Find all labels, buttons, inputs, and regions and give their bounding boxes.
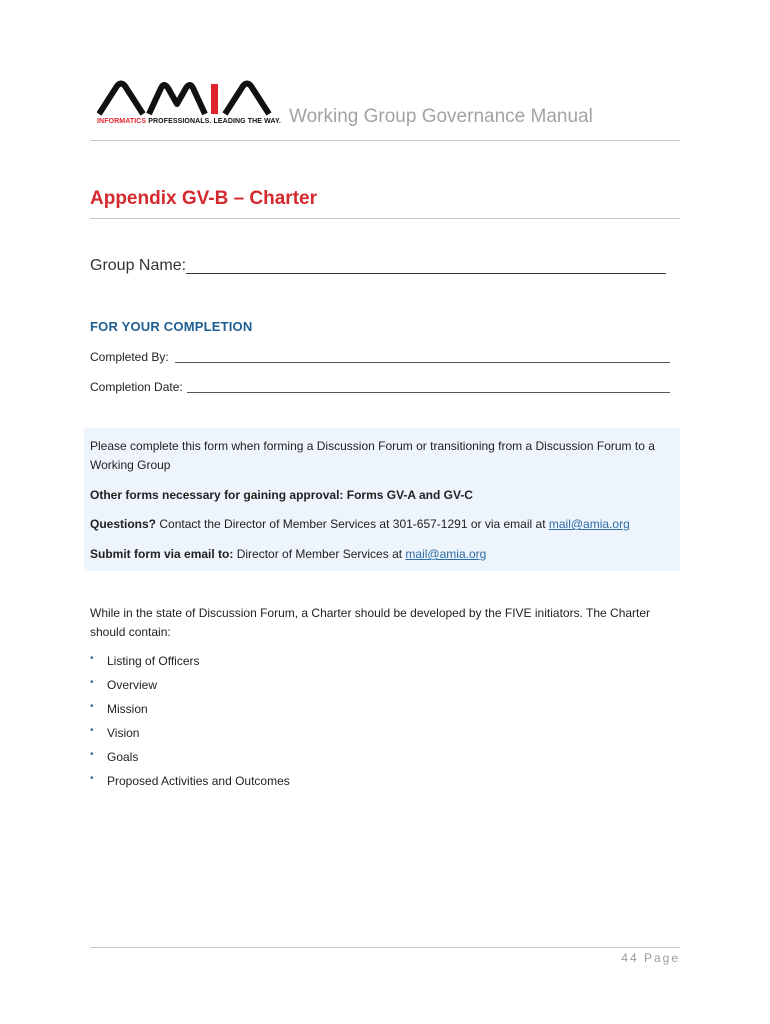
appendix-title: Appendix GV-B – Charter — [90, 188, 317, 209]
bullet-icon: • — [90, 725, 94, 736]
title-divider — [90, 218, 680, 219]
questions-text: Contact the Director of Member Services at 301-657-1291 or via email at — [156, 517, 549, 531]
submit-label: Submit form via email to: — [90, 547, 234, 561]
group-name-label: Group Name: — [90, 257, 187, 274]
bullet-icon: • — [90, 749, 94, 760]
instructions-box — [84, 428, 680, 571]
charter-intro-text: While in the state of Discussion Forum, a Charter should be developed by the FIVE initiators. The Charter should contain: — [90, 606, 651, 639]
submit-text: Director of Member Services at — [233, 547, 406, 561]
logo-tagline: INFORMATICS PROFESSIONALS. LEADING THE WAY. — [97, 118, 281, 125]
completed-by-field[interactable] — [175, 362, 670, 363]
bullet-icon: • — [90, 677, 94, 688]
document-header-title: Working Group Governance Manual — [289, 106, 593, 127]
amia-wordmark — [97, 80, 275, 116]
bullet-icon: • — [90, 701, 94, 712]
other-forms-text: Other forms necessary for gaining approval: Forms GV-A and GV-C — [90, 488, 473, 502]
charter-contents-list — [90, 652, 290, 796]
submit-email-link[interactable]: mail@amia.org — [405, 547, 487, 561]
list-item: • Mission — [90, 700, 290, 724]
completion-heading: FOR YOUR COMPLETION — [90, 319, 253, 334]
footer-divider — [90, 947, 680, 948]
completion-date-field[interactable] — [187, 392, 670, 393]
list-item: • Overview — [90, 676, 290, 700]
page-number: 44 Page — [621, 951, 680, 965]
submit-line — [90, 545, 486, 564]
completed-by-label: Completed By: — [90, 350, 169, 364]
list-item: • Goals — [90, 748, 290, 772]
bullet-icon: • — [90, 653, 94, 664]
questions-email-link[interactable]: mail@amia.org — [548, 517, 630, 531]
questions-line — [90, 515, 630, 534]
questions-label: Questions? — [90, 517, 157, 531]
group-name-field[interactable] — [186, 273, 666, 274]
header-divider — [90, 140, 680, 141]
bullet-icon: • — [90, 773, 94, 784]
amia-logo — [97, 80, 281, 132]
list-item: • Listing of Officers — [90, 652, 290, 676]
completion-date-label: Completion Date: — [90, 380, 183, 394]
list-item: • Proposed Activities and Outcomes — [90, 772, 290, 796]
list-item: • Vision — [90, 724, 290, 748]
instructions-text: Please complete this form when forming a Discussion Forum or transitioning from a Discussion Forum to a Working Group — [90, 439, 655, 472]
